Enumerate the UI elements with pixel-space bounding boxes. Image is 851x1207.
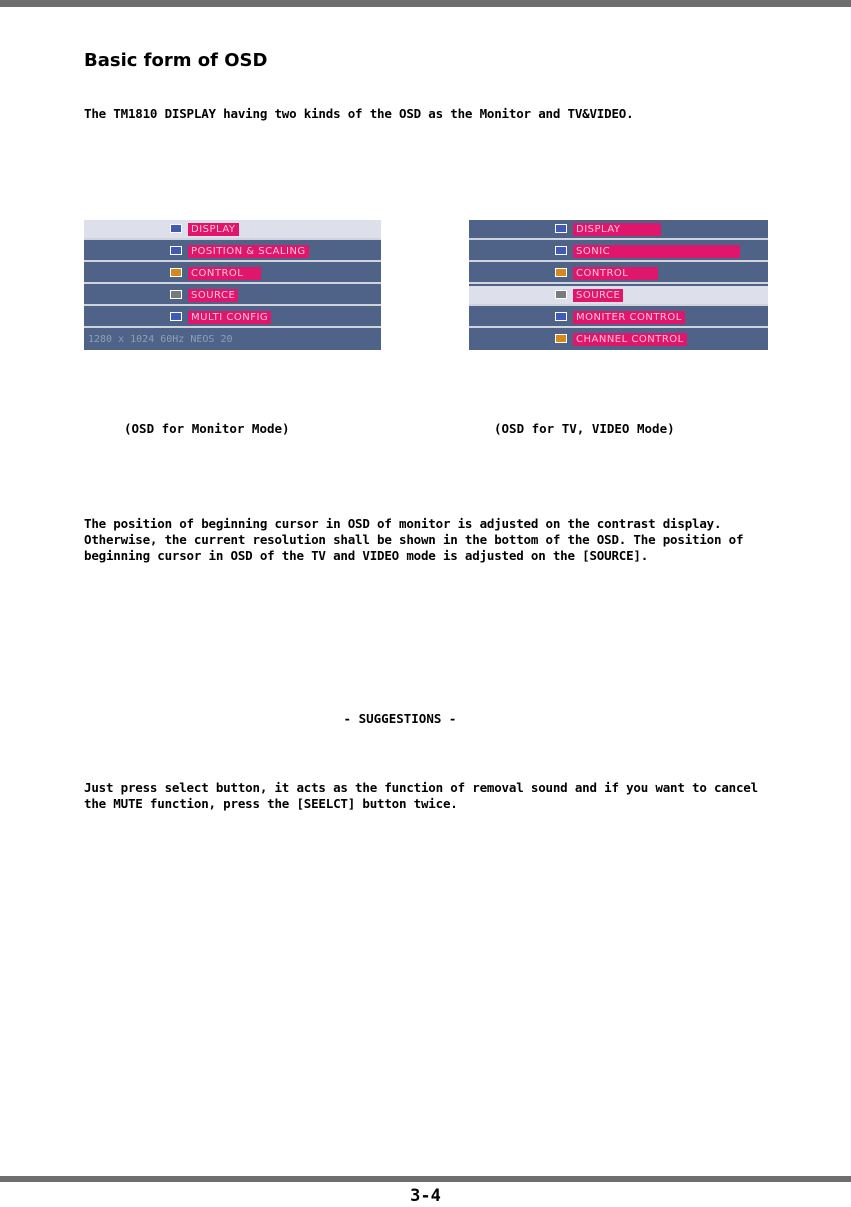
tv-osd-item-channel-control[interactable] [469, 330, 768, 350]
osd-item-label: CHANNEL CONTROL [573, 333, 687, 346]
tv-osd-panel [469, 220, 768, 350]
position-icon [170, 246, 182, 255]
source-icon [170, 290, 182, 299]
tv-osd-item-source[interactable] [469, 286, 768, 306]
intro-text: The TM1810 DISPLAY having two kinds of the OSD as the Monitor and TV&VIDEO. [84, 106, 634, 121]
osd-item-label: POSITION & SCALING [188, 245, 309, 258]
osd-item-label: SONIC [573, 245, 740, 258]
page-title: Basic form of OSD [84, 50, 268, 71]
osd-item-label: DISPLAY [573, 223, 661, 236]
control-icon [555, 268, 567, 277]
osd-item-label: MONITER CONTROL [573, 311, 685, 324]
control-icon [170, 268, 182, 277]
osd-item-label: DISPLAY [188, 223, 239, 236]
monitor-osd-item-multi-config[interactable] [84, 308, 381, 328]
tv-osd-item-display[interactable] [469, 220, 768, 240]
page-number: 3-4 [410, 1186, 441, 1206]
bottom-rule [0, 1176, 851, 1182]
channel-control-icon [555, 334, 567, 343]
display-icon [555, 224, 567, 233]
osd-item-label: SOURCE [573, 289, 623, 302]
monitor-osd-item-source[interactable] [84, 286, 381, 306]
monitor-osd-item-position-scaling[interactable] [84, 242, 381, 262]
monitor-osd-item-control[interactable] [84, 264, 381, 284]
moniter-control-icon [555, 312, 567, 321]
osd-item-label: SOURCE [188, 289, 238, 302]
osd-item-label: CONTROL [188, 267, 261, 280]
tv-osd-item-control[interactable] [469, 264, 768, 284]
multi-config-icon [170, 312, 182, 321]
sonic-icon [555, 246, 567, 255]
display-icon [170, 224, 182, 233]
osd-resolution-status: 1280 x 1024 60Hz NEOS 20 [88, 334, 233, 345]
source-icon [555, 290, 567, 299]
top-rule [0, 0, 851, 7]
tv-osd-item-sonic[interactable] [469, 242, 768, 262]
mute-suggestion-paragraph: Just press select button, it acts as the function of removal sound and if you want to cancel the MUTE function, press the [SEELCT] button twice. [84, 780, 758, 811]
monitor-osd-item-display[interactable] [84, 220, 381, 240]
osd-item-label: MULTI CONFIG [188, 311, 271, 324]
tv-osd-item-moniter-control[interactable] [469, 308, 768, 328]
suggestions-heading: - SUGGESTIONS - [343, 711, 457, 726]
cursor-position-paragraph: The position of beginning cursor in OSD of monitor is adjusted on the contrast display. Otherwise, the current resolution shall be shown in the bottom of the OSD. The position of beginning cursor in OSD of the TV and VIDEO mode is adjusted on the [SOURCE]. [84, 516, 744, 563]
tv-osd-caption: (OSD for TV, VIDEO Mode) [494, 421, 675, 436]
osd-item-label: CONTROL [573, 267, 658, 280]
monitor-osd-caption: (OSD for Monitor Mode) [124, 421, 290, 436]
monitor-osd-panel [84, 220, 381, 350]
